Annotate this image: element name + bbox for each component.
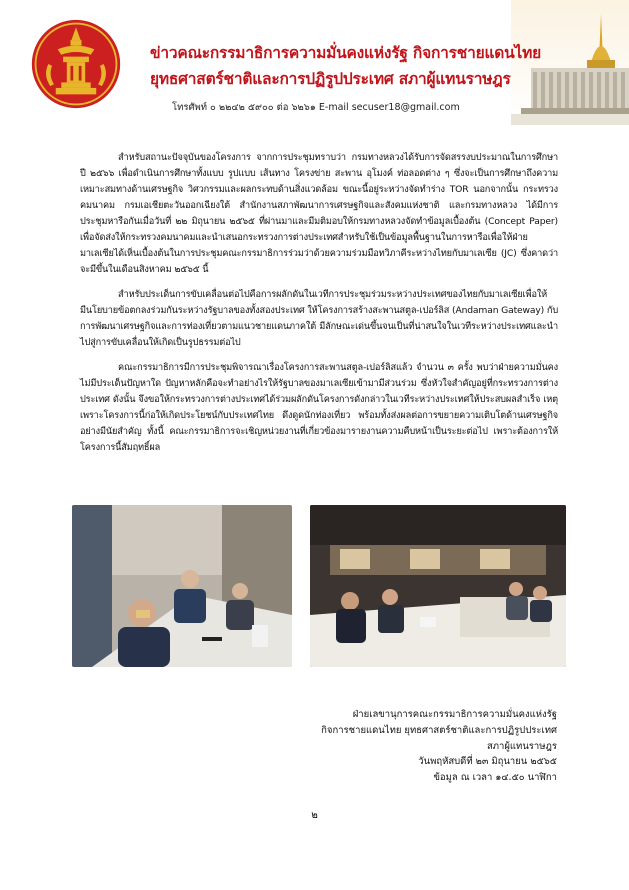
header-contact: โทรศัพท์ ๐ ๒๒๔๒ ๕๙๐๐ ต่อ ๖๒๖๑ E-mail secuser18@gmail.com (172, 102, 460, 113)
meeting-photo-right (310, 505, 566, 667)
paragraph-3: คณะกรรมาธิการมีการประชุมพิจารณาเรื่องโครงการสะพานสตูล-เปอร์ลิสแล้ว จำนวน ๓ ครั้ง พบว่าฝ่ายความมั่นคงไม่มีประเด็นปัญหาใด ปัญหาหลักคือจะทำอย่างไรให้รัฐบาลของมาเลเซียเข้ามามีส่วนร่วม ซึ่งหัวใจสำคัญอยู่ที่กระทรวงการต่างประเทศ ดังนั้น จึงขอให้กระทรวงการต่างประเทศได้ร่วมผลักดันโครงการดังกล่าวในเวทีระหว่างประเทศให้ประสบผลสำเร็จ เหตุเพราะโครงการนี้ก่อให้เกิดประโยชน์กับประเทศไทย ดึงดูดนักท่องเที่ยว พร้อมทั้งส่งผลต่อการขยายความเติบโตด้านเศรษฐกิจอย่างมีนัยสำคัญ ทั้งนี้ คณะกรรมาธิการจะเชิญหน่วยงานที่เกี่ยวข้องมารายงานความคืบหน้าเป็นระยะต่อไป เพราะต้องการให้โครงการนี้สัมฤทธิ์ผล (80, 362, 558, 453)
parliament-emblem-icon (30, 18, 122, 110)
page-number: ๒ (311, 810, 318, 821)
signature-block (217, 707, 557, 786)
signature-line-4: วันพฤหัสบดีที่ ๒๓ มิถุนายน ๒๕๖๕ (418, 756, 557, 768)
meeting-photo-left (72, 505, 292, 667)
signature-line-2: กิจการชายแดนไทย ยุทธศาสตร์ชาติและการปฏิรูปประเทศ (321, 724, 557, 736)
article-body (80, 150, 558, 465)
signature-line-3: สภาผู้แทนราษฎร (486, 740, 557, 752)
paragraph-2: สำหรับประเด็นการขับเคลื่อนต่อไปคือการผลักดันในเวทีการประชุมร่วมระหว่างประเทศของไทยกับมาเลเซียเพื่อให้มีนโยบายข้อตกลงร่วมกันระหว่างรัฐบาลของทั้งสองประเทศ ให้โครงการสร้างสะพานสตูล-เปอร์ลิส (Andaman Gateway) กับการพัฒนาเศรษฐกิจและการท่องเที่ยวตามแนวชายแดนภาคใต้ มีลักษณะเด่นขึ้นจนเป็นที่น่าสนใจในเวทีระหว่างประเทศและนำไปสู่การขับเคลื่อนให้เกิดเป็นรูปธรรมต่อไป (80, 289, 558, 348)
signature-line-5: ข้อมูล ณ เวลา ๑๔.๕๐ นาฬิกา (433, 772, 557, 784)
signature-line-1: ฝ่ายเลขานุการคณะกรรมาธิการความมั่นคงแห่งรัฐ (352, 709, 557, 720)
paragraph-1: สำหรับสถานะปัจจุบันของโครงการ จากการประชุมทราบว่า กรมทางหลวงได้รับการจัดสรรงบประมาณในการศึกษา ปี ๒๕๖๖ เพื่อดำเนินการศึกษาทั้งแบบ รูปแบบ เส้นทาง โครงข่าย สะพาน อุโมงค์ ท่อลอดต่าง ๆ ซึ่งจะเป็นการศึกษาถึงความเหมาะสมทางด้านเศรษฐกิจ วิศวกรรมและผลกระทบด้านสิ่งแวดล้อม ขณะนี้อยู่ระหว่างจัดทำร่าง TOR นอกจากนั้น กระทรวงคมนาคม กรมเอเชียตะวันออกเฉียงใต้ สำนักงานสภาพัฒนาการเศรษฐกิจและสังคมแห่งชาติ และกรมทางหลวง ได้มีการประชุมหารือกันเมื่อวันที่ ๒๒ มิถุนายน ๒๕๖๕ ที่ผ่านมาและมีมติมอบให้กรมทางหลวงจัดทำข้อมูลเบื้องต้น (Concept Paper) เพื่อจัดส่งให้กระทรวงคมนาคมและนำเสนอกระทรวงการต่างประเทศสำหรับใช้เป็นข้อมูลพื้นฐานในการหารือเพื่อให้ฝ่ายมาเลเซียได้เห็นเบื้องต้นในการประชุมคณะกรรมาธิการร่วมว่าด้วยความร่วมมือทวิภาคีระหว่างไทยกับมาเลเซีย (JC) ซึ่งคาดว่าจะมีขึ้นในเดือนสิงหาคม ๒๕๖๕ นี้ (80, 152, 558, 275)
header-title-line-2: ยุทธศาสตร์ชาติและการปฏิรูปประเทศ สภาผู้แทนราษฎร (150, 70, 511, 88)
header-title-line-1: ข่าวคณะกรรมาธิการความมั่นคงแห่งรัฐ กิจการชายแดนไทย (150, 44, 542, 62)
